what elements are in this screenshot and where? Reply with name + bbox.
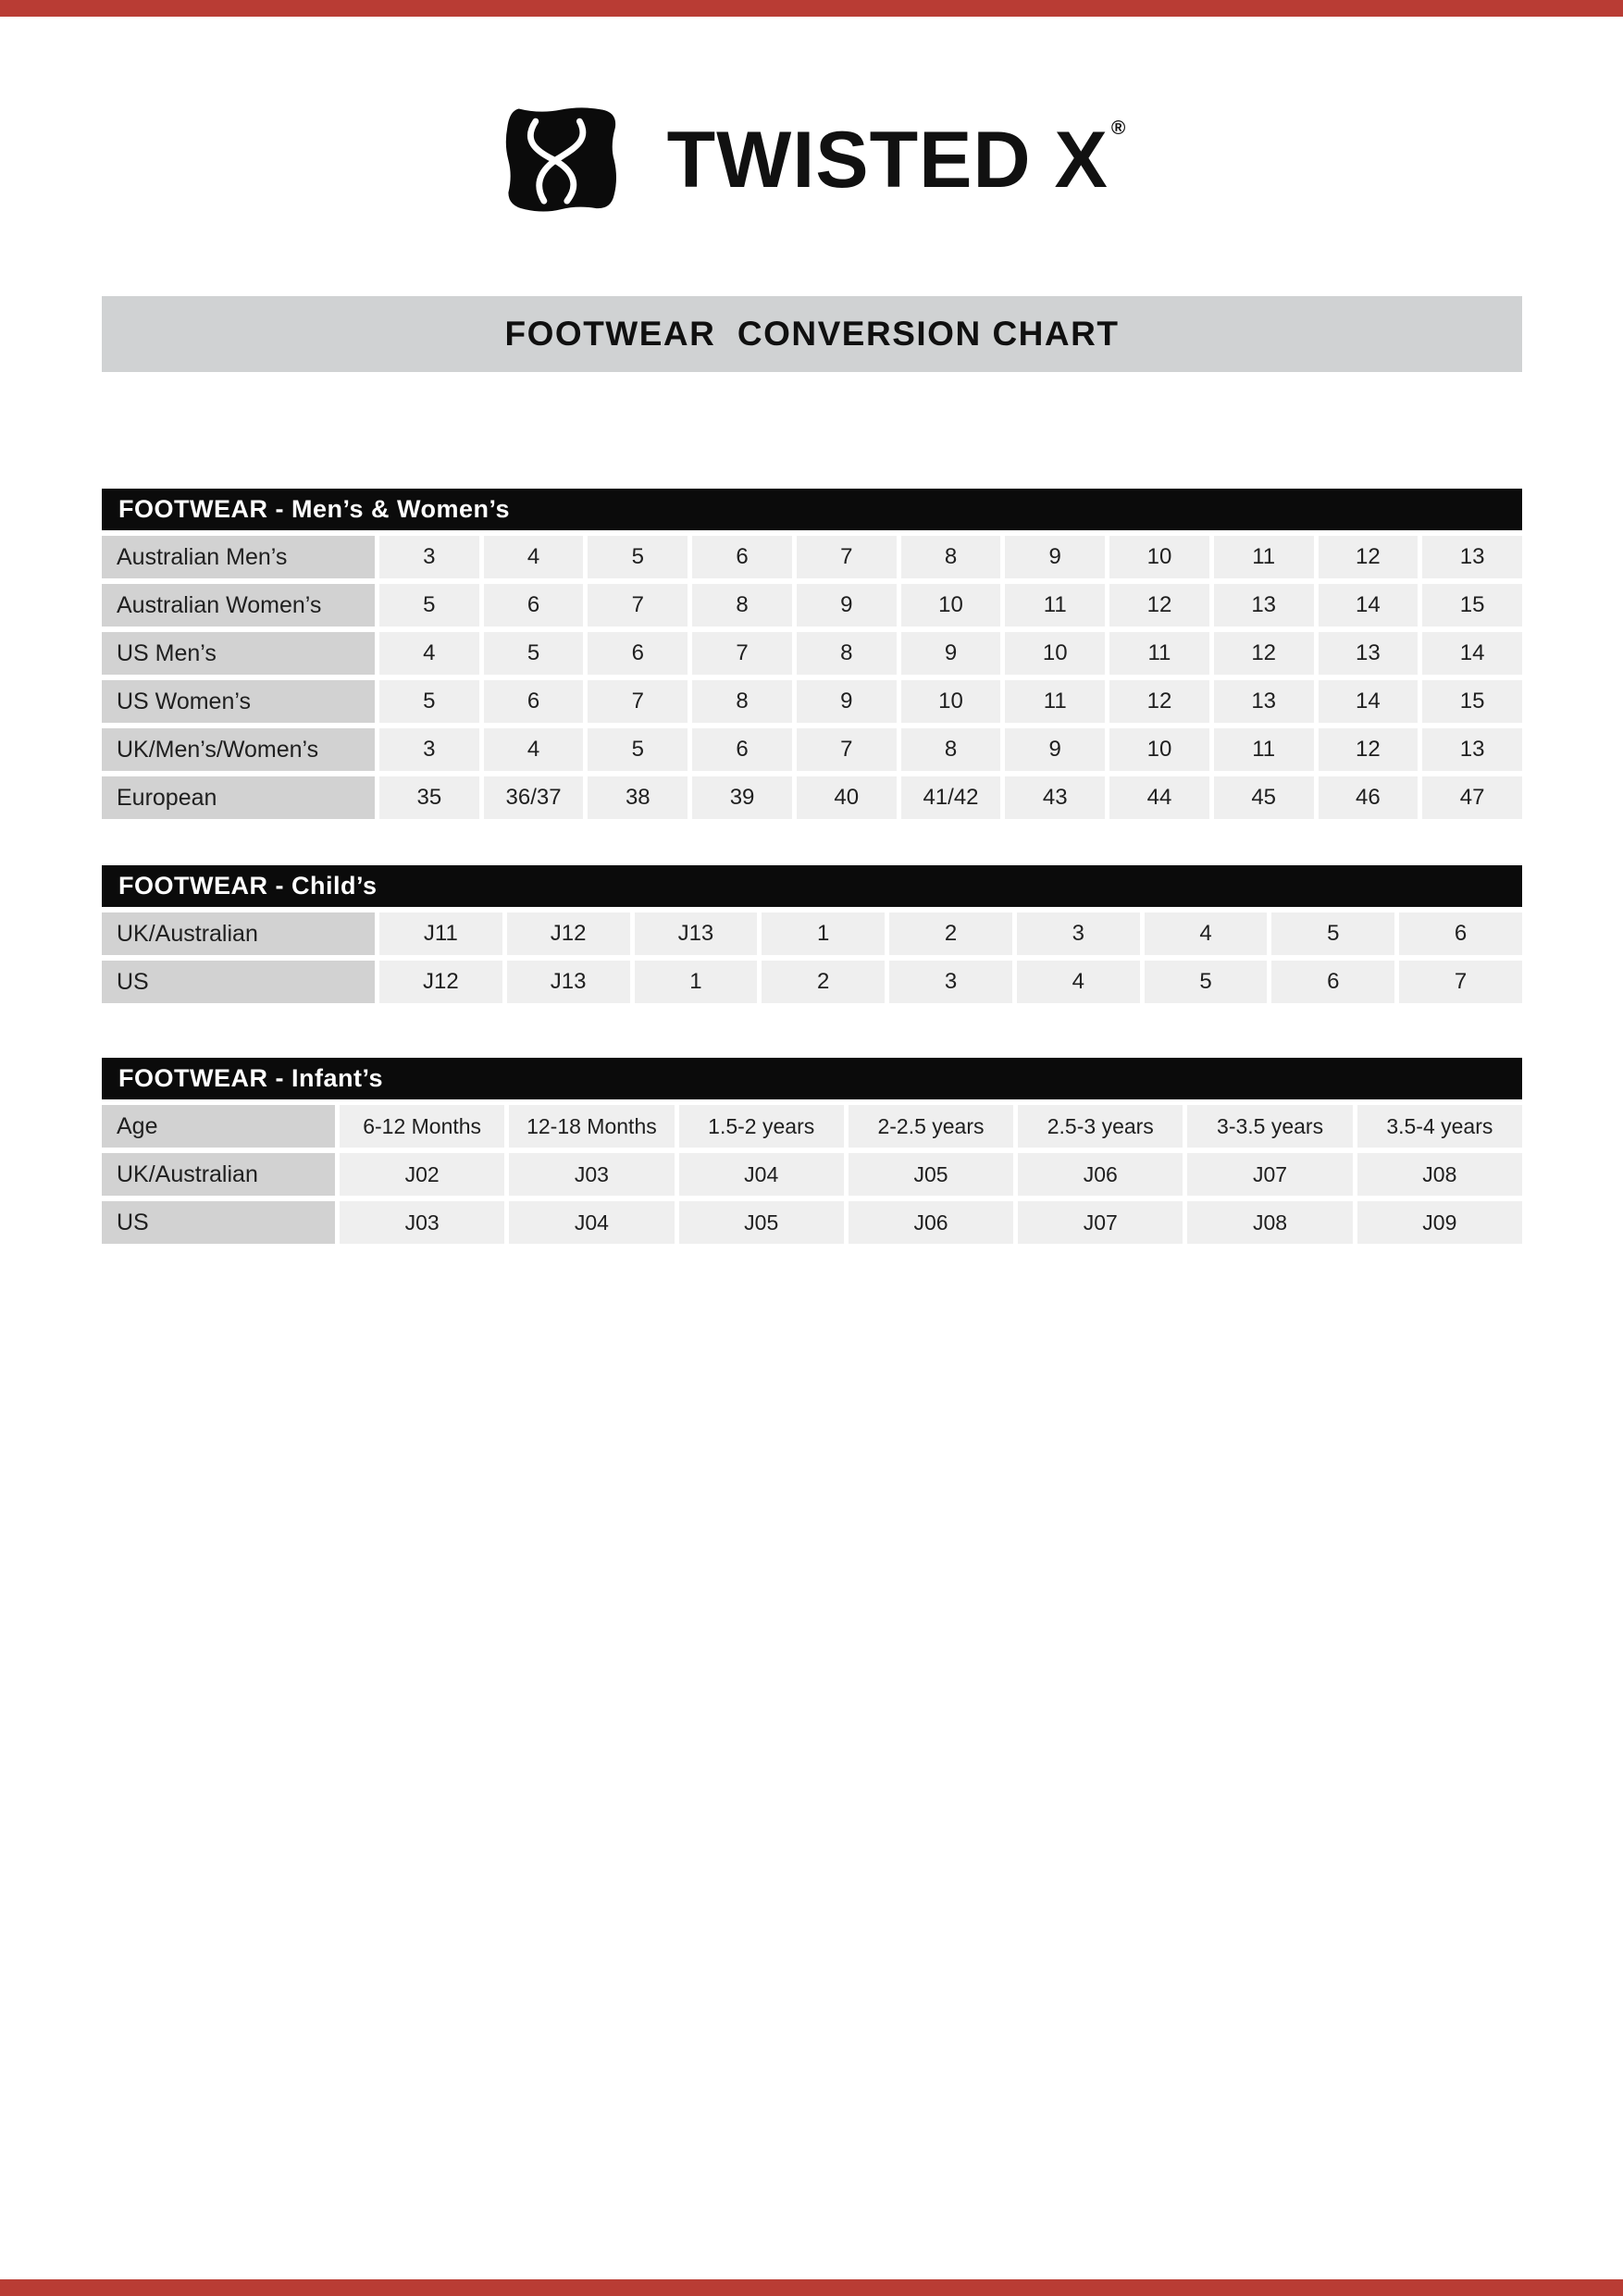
size-value-cell: J02: [340, 1153, 504, 1196]
size-value-cell: 5: [1271, 912, 1394, 955]
size-value-cell: 7: [1399, 961, 1522, 1003]
size-value-cell: 8: [797, 632, 897, 675]
size-value-cell: 6: [484, 584, 584, 627]
size-value-cell: 11: [1005, 584, 1105, 627]
size-value-cell: 14: [1319, 584, 1419, 627]
size-value-cell: 6: [1271, 961, 1394, 1003]
row-label-cell: Australian Women’s: [102, 584, 375, 627]
size-value-cell: 5: [588, 536, 688, 578]
size-value-cell: J12: [379, 961, 502, 1003]
brand-name-text: TWISTED X: [666, 116, 1109, 205]
size-value-cell: 8: [692, 584, 792, 627]
size-value-cell: 2-2.5 years: [849, 1105, 1013, 1148]
size-value-cell: 36/37: [484, 776, 584, 819]
size-value-cell: 4: [379, 632, 479, 675]
size-value-cell: 3: [379, 536, 479, 578]
size-value-cell: 11: [1109, 632, 1209, 675]
size-value-cell: 7: [692, 632, 792, 675]
size-value-cell: J05: [849, 1153, 1013, 1196]
size-value-cell: 39: [692, 776, 792, 819]
twisted-x-logo-icon: [497, 105, 625, 216]
size-value-cell: J13: [507, 961, 630, 1003]
size-value-cell: J07: [1018, 1201, 1183, 1244]
table-header: FOOTWEAR - Child’s: [102, 865, 1522, 907]
size-value-cell: 13: [1319, 632, 1419, 675]
table-mens-womens: [102, 489, 1522, 819]
table-header: FOOTWEAR - Men’s & Women’s: [102, 489, 1522, 530]
size-value-cell: 11: [1005, 680, 1105, 723]
size-value-cell: 14: [1319, 680, 1419, 723]
brand-name: [666, 116, 1127, 205]
size-value-cell: 45: [1214, 776, 1314, 819]
size-value-cell: 12: [1319, 536, 1419, 578]
size-value-cell: 41/42: [901, 776, 1001, 819]
size-value-cell: 10: [901, 584, 1001, 627]
size-value-cell: 10: [1109, 728, 1209, 771]
size-value-cell: 8: [901, 536, 1001, 578]
page-title: FOOTWEAR CONVERSION CHART: [504, 315, 1120, 353]
row-label-cell: European: [102, 776, 375, 819]
size-value-cell: 2: [762, 961, 885, 1003]
size-value-cell: 44: [1109, 776, 1209, 819]
size-value-cell: J06: [1018, 1153, 1183, 1196]
row-label-cell: UK/Australian: [102, 1153, 335, 1196]
size-value-cell: 9: [1005, 536, 1105, 578]
size-value-cell: 15: [1422, 584, 1522, 627]
size-value-cell: 13: [1214, 680, 1314, 723]
row-label-cell: Australian Men’s: [102, 536, 375, 578]
row-label-cell: UK/Australian: [102, 912, 375, 955]
size-value-cell: J13: [635, 912, 758, 955]
size-value-cell: J05: [679, 1201, 844, 1244]
table-grid: [102, 536, 1522, 819]
size-value-cell: 12-18 Months: [509, 1105, 674, 1148]
size-value-cell: 3: [379, 728, 479, 771]
size-value-cell: J06: [849, 1201, 1013, 1244]
size-value-cell: 5: [588, 728, 688, 771]
size-value-cell: J08: [1357, 1153, 1522, 1196]
table-grid: [102, 1105, 1522, 1244]
size-value-cell: J09: [1357, 1201, 1522, 1244]
size-value-cell: 11: [1214, 728, 1314, 771]
table-grid: [102, 912, 1522, 1003]
registered-trademark: ®: [1110, 118, 1127, 139]
table-header: FOOTWEAR - Infant’s: [102, 1058, 1522, 1099]
size-value-cell: 4: [1145, 912, 1268, 955]
size-value-cell: 14: [1422, 632, 1522, 675]
size-value-cell: 2.5-3 years: [1018, 1105, 1183, 1148]
size-value-cell: 5: [379, 584, 479, 627]
size-value-cell: 2: [889, 912, 1012, 955]
size-value-cell: 10: [1005, 632, 1105, 675]
size-value-cell: 13: [1422, 536, 1522, 578]
size-value-cell: 12: [1214, 632, 1314, 675]
size-value-cell: 9: [1005, 728, 1105, 771]
size-value-cell: 4: [1017, 961, 1140, 1003]
size-value-cell: 9: [901, 632, 1001, 675]
row-label-cell: US: [102, 1201, 335, 1244]
size-value-cell: 43: [1005, 776, 1105, 819]
size-value-cell: 4: [484, 536, 584, 578]
size-value-cell: J04: [679, 1153, 844, 1196]
size-value-cell: J03: [509, 1153, 674, 1196]
size-value-cell: 40: [797, 776, 897, 819]
size-value-cell: 15: [1422, 680, 1522, 723]
brand-header: [0, 104, 1623, 217]
size-value-cell: 6: [484, 680, 584, 723]
size-value-cell: 12: [1109, 584, 1209, 627]
row-label-cell: UK/Men’s/Women’s: [102, 728, 375, 771]
size-value-cell: 12: [1319, 728, 1419, 771]
size-value-cell: 3-3.5 years: [1187, 1105, 1352, 1148]
size-value-cell: 8: [692, 680, 792, 723]
size-value-cell: 5: [1145, 961, 1268, 1003]
top-accent-bar: [0, 0, 1623, 17]
size-value-cell: 7: [588, 584, 688, 627]
size-value-cell: 6: [692, 728, 792, 771]
size-value-cell: 1: [635, 961, 758, 1003]
size-value-cell: 7: [588, 680, 688, 723]
size-value-cell: 11: [1214, 536, 1314, 578]
size-value-cell: 5: [379, 680, 479, 723]
size-value-cell: 13: [1422, 728, 1522, 771]
row-label-cell: US: [102, 961, 375, 1003]
size-value-cell: J12: [507, 912, 630, 955]
size-value-cell: 12: [1109, 680, 1209, 723]
size-value-cell: 3.5-4 years: [1357, 1105, 1522, 1148]
bottom-accent-bar: [0, 2279, 1623, 2296]
size-value-cell: 4: [484, 728, 584, 771]
size-value-cell: 1.5-2 years: [679, 1105, 844, 1148]
size-value-cell: 10: [1109, 536, 1209, 578]
size-value-cell: 7: [797, 536, 897, 578]
row-label-cell: Age: [102, 1105, 335, 1148]
size-value-cell: 3: [889, 961, 1012, 1003]
size-value-cell: 6: [1399, 912, 1522, 955]
size-value-cell: 6: [692, 536, 792, 578]
size-value-cell: 38: [588, 776, 688, 819]
size-value-cell: J03: [340, 1201, 504, 1244]
size-value-cell: J08: [1187, 1201, 1352, 1244]
size-value-cell: 3: [1017, 912, 1140, 955]
row-label-cell: US Women’s: [102, 680, 375, 723]
page-title-bar: [102, 296, 1522, 372]
size-value-cell: J07: [1187, 1153, 1352, 1196]
size-value-cell: 47: [1422, 776, 1522, 819]
size-value-cell: 9: [797, 584, 897, 627]
size-value-cell: J11: [379, 912, 502, 955]
size-value-cell: 6-12 Months: [340, 1105, 504, 1148]
size-value-cell: 1: [762, 912, 885, 955]
size-value-cell: 10: [901, 680, 1001, 723]
size-value-cell: 46: [1319, 776, 1419, 819]
size-value-cell: 6: [588, 632, 688, 675]
table-infants: [102, 1058, 1522, 1244]
table-childs: [102, 865, 1522, 1003]
size-value-cell: 7: [797, 728, 897, 771]
size-value-cell: 35: [379, 776, 479, 819]
size-value-cell: 13: [1214, 584, 1314, 627]
size-value-cell: J04: [509, 1201, 674, 1244]
size-value-cell: 9: [797, 680, 897, 723]
row-label-cell: US Men’s: [102, 632, 375, 675]
size-value-cell: 8: [901, 728, 1001, 771]
size-value-cell: 5: [484, 632, 584, 675]
